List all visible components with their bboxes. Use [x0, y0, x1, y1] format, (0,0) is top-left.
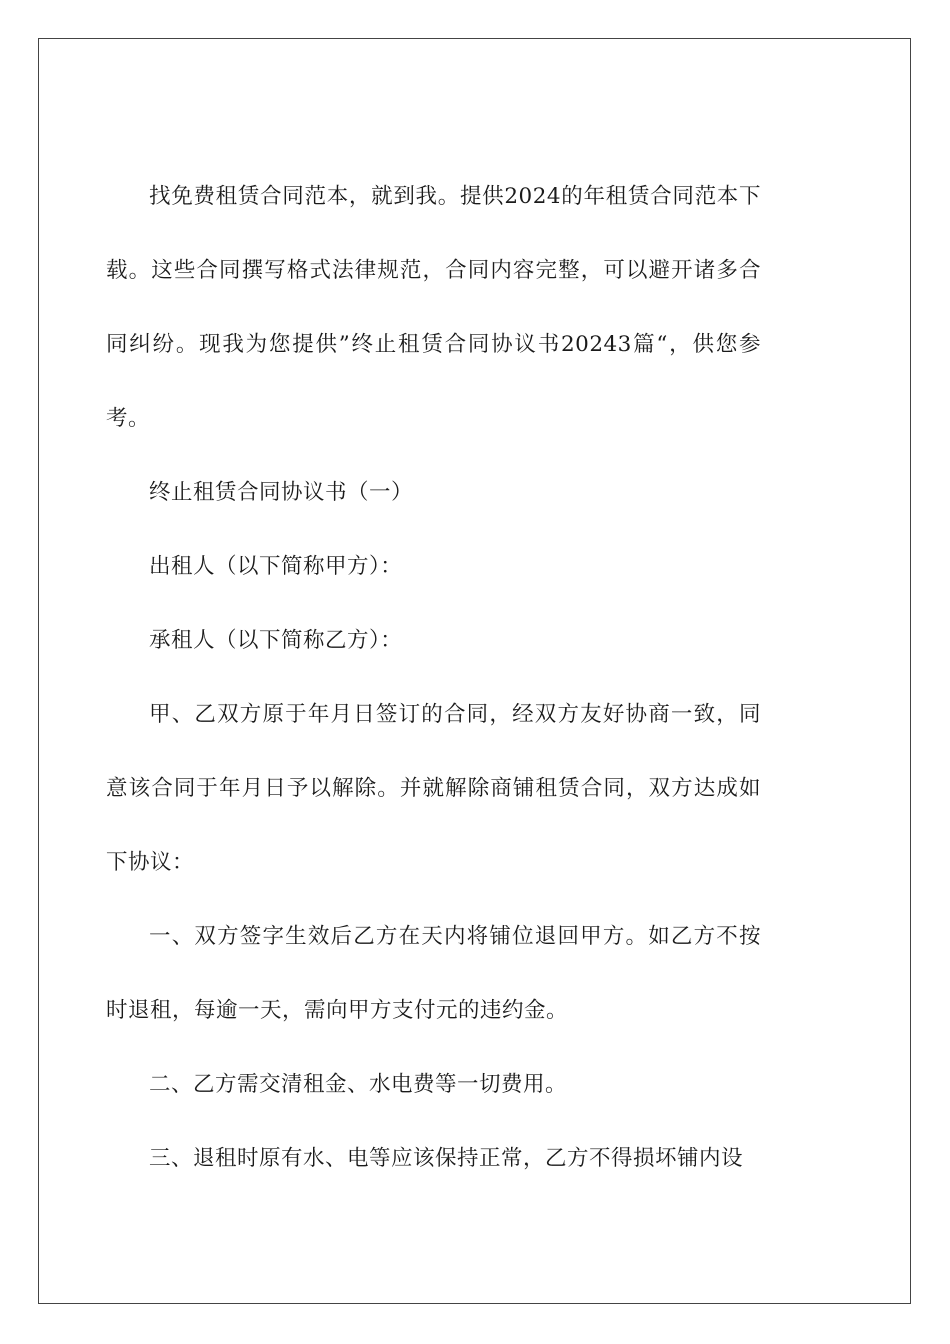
- lessor-line: 出租人（以下简称甲方）：: [149, 554, 403, 579]
- preamble-paragraph: 甲、乙双方原于年月日签订的合同，经双方友好协商一致，同意该合同于年月日予以解除。并就解除商铺租赁合同，双方达成如下协议：: [106, 702, 761, 875]
- document-body: [106, 160, 761, 1196]
- clause-2: 二、乙方需交清租金、水电费等一切费用。: [149, 1072, 568, 1097]
- clause-3: 三、退租时原有水、电等应该保持正常，乙方不得损坏铺内设: [149, 1146, 744, 1171]
- agreement-title: 终止租赁合同协议书（一）: [149, 480, 414, 505]
- intro-paragraph: 找免费租赁合同范本，就到我。提供2024的年租赁合同范本下载。这些合同撰写格式法律规范，合同内容完整，可以避开诸多合同纠纷。现我为您提供”终止租赁合同协议书20243篇“，供您参考。: [106, 184, 761, 431]
- clause-1: 一、双方签字生效后乙方在天内将铺位退回甲方。如乙方不按时退租，每逾一天，需向甲方支付元的违约金。: [106, 924, 761, 1023]
- lessee-line: 承租人（以下简称乙方）：: [149, 628, 403, 653]
